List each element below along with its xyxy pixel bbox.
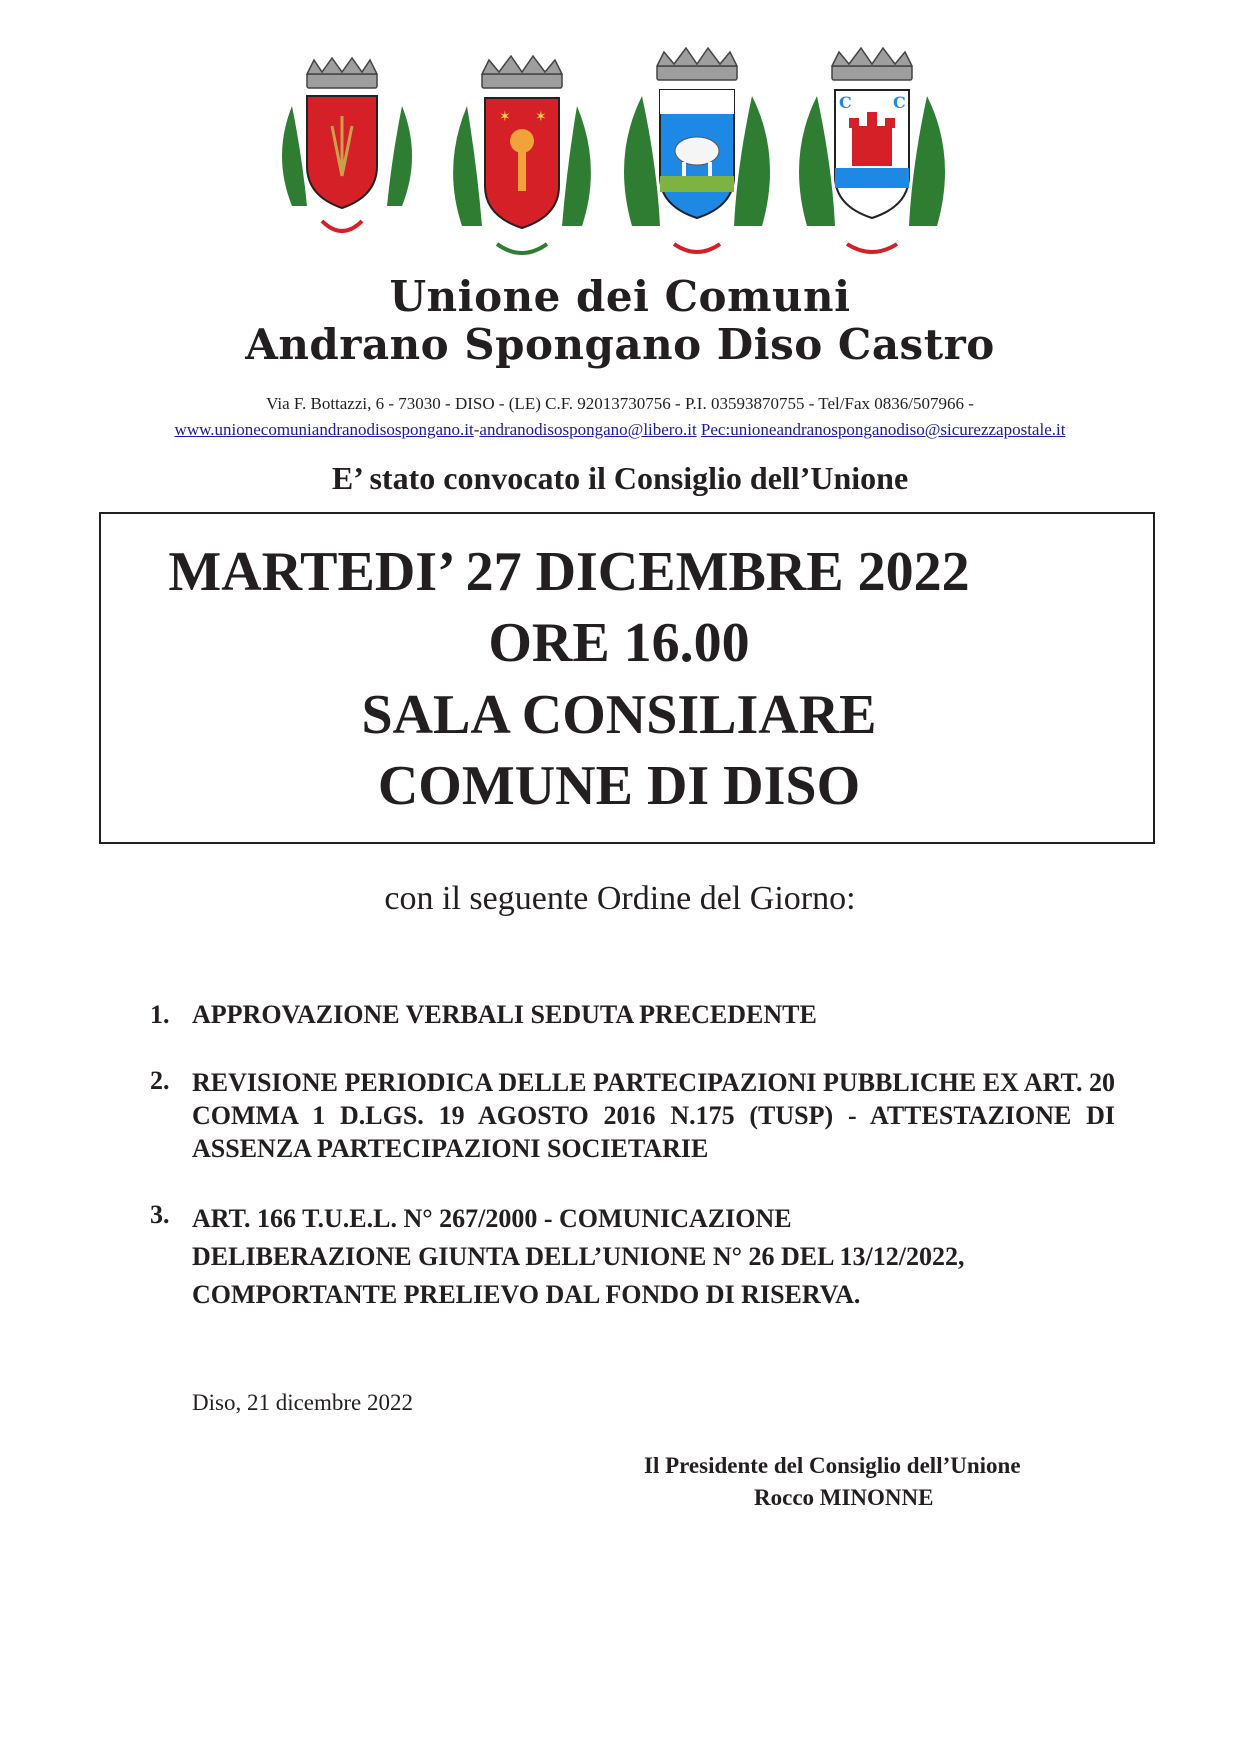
crest-letter-left: C <box>839 93 852 112</box>
email-link[interactable]: andranodisospongano@libero.it <box>479 420 697 439</box>
svg-text:✶: ✶ <box>499 109 511 125</box>
place-date: Diso, 21 dicembre 2022 <box>192 1390 414 1415</box>
agenda-intro: con il seguente Ordine del Giorno: <box>384 880 856 917</box>
website-link[interactable]: www.unionecomuniandranodisospongano.it <box>174 420 474 439</box>
crest-letter-right: C <box>893 93 906 112</box>
agenda-item-text <box>192 1200 1115 1314</box>
meeting-date: MARTEDI’ 27 DICEMBRE 2022 <box>168 541 970 603</box>
agenda-item-text: APPROVAZIONE VERBALI SEDUTA PRECEDENTE <box>192 1000 817 1029</box>
svg-text:✶: ✶ <box>535 109 547 125</box>
contact-links <box>0 420 1240 440</box>
agenda-item-line: COMPORTANTE PRELIEVO DAL FONDO DI RISERVA. <box>192 1280 861 1309</box>
convocation-heading: E’ stato convocato il Consiglio dell’Unione <box>331 460 909 496</box>
org-title-line1: Unione dei Comuni <box>389 272 851 321</box>
meeting-municipality: COMUNE DI DISO <box>377 755 861 817</box>
agenda-item-text: REVISIONE PERIODICA DELLE PARTECIPAZIONI PUBBLICHE EX ART. 20 COMMA 1 D.LGS. 19 AGOSTO 2016 N.175 (TUSP) - ATTESTAZIONE DI ASSENZA PARTECIPAZIONI SOCIETARIE <box>192 1068 1115 1163</box>
agenda-item-line: ART. 166 T.U.E.L. N° 267/2000 - COMUNICAZIONE <box>192 1204 792 1233</box>
meeting-venue: SALA CONSILIARE <box>361 684 877 746</box>
crest-andrano-icon <box>262 46 432 276</box>
link-separator: - <box>473 420 480 439</box>
agenda-item-number: 2. <box>150 1066 170 1095</box>
crest-spongano-icon <box>437 46 607 276</box>
agenda-item-number: 1. <box>150 1000 170 1029</box>
meeting-details-box <box>99 512 1155 844</box>
signatory-name: Rocco MINONNE <box>754 1485 934 1510</box>
meeting-time: ORE 16.00 <box>488 612 750 674</box>
agenda-item-number: 3. <box>150 1200 170 1229</box>
pec-link[interactable]: Pec:unioneandranosponganodiso@sicurezzapostale.it <box>700 420 1066 439</box>
crest-diso-icon <box>612 46 782 276</box>
signatory-title: Il Presidente del Consiglio dell’Unione <box>644 1453 1021 1478</box>
crests-row <box>262 46 962 276</box>
org-title-line2: Andrano Spongano Diso Castro <box>245 320 995 369</box>
address-line: Via F. Bottazzi, 6 - 73030 - DISO - (LE) C.F. 92013730756 - P.I. 03593870755 - Tel/Fax 0836/507966 - <box>266 394 974 413</box>
agenda-item-line: DELIBERAZIONE GIUNTA DELL’UNIONE N° 26 DEL 13/12/2022, <box>192 1242 965 1271</box>
crest-castro-icon <box>787 46 957 276</box>
